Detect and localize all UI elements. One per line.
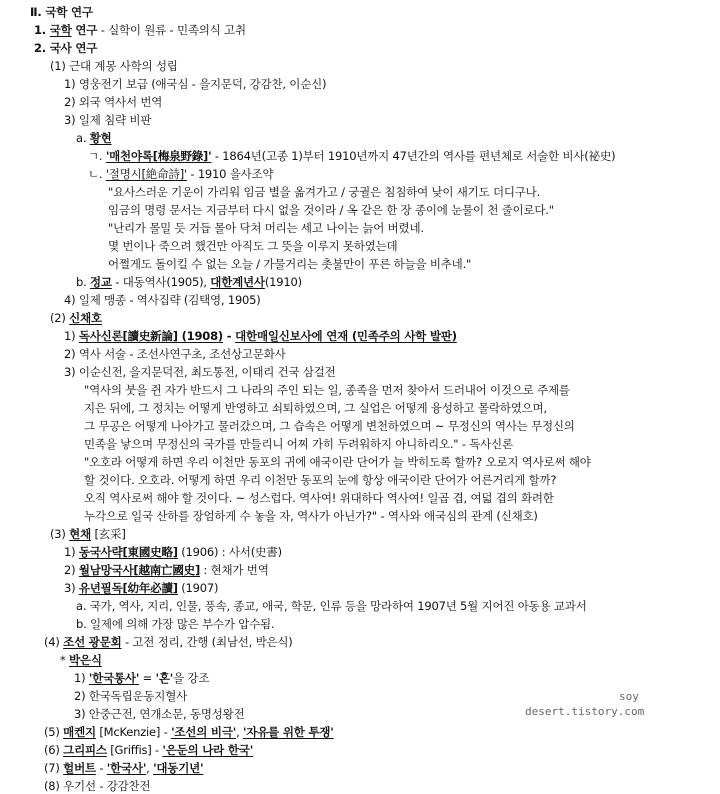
text-run: (5) [44, 725, 64, 739]
text-line [64, 580, 218, 596]
text-line [76, 130, 112, 146]
text-run: * [60, 653, 70, 667]
text-line [64, 346, 286, 362]
text-line [74, 670, 209, 686]
text-run: 3) 안중근전, 연개소문, 동명성왕전 [74, 707, 245, 721]
text-line [34, 22, 246, 38]
text-run: , [146, 761, 154, 775]
text-run: 1) [64, 329, 79, 343]
underlined-term: 매켄지 [63, 725, 96, 739]
text-line [88, 148, 615, 164]
text-line [44, 724, 334, 740]
text-line [64, 544, 282, 560]
text-line [44, 778, 150, 794]
text-run: [McKenzie] - [95, 725, 172, 739]
text-run: (3) [50, 527, 70, 541]
underlined-term: 동국사략[東國史略] [78, 545, 178, 559]
text-line [60, 652, 102, 668]
text-line [76, 616, 274, 632]
text-run: 2) 역사 서술 - 조선사연구초, 조선상고문화사 [64, 347, 286, 361]
text-run: (7) [44, 761, 64, 775]
text-run: b. [76, 275, 91, 289]
text-run: "난리가 몰밀 듯 거듭 몰아 닥쳐 머리는 세고 나이는 늙어 버렸네. [108, 221, 424, 235]
text-line [64, 112, 151, 128]
text-line [30, 4, 93, 20]
text-run: 할 것이다. 오호라. 어떻게 하면 우리 이천만 동포의 눈에 항상 애국이란 단어가 어른거리게 할까? [84, 473, 557, 487]
watermark-site: desert.tistory.com [525, 705, 645, 718]
underlined-term: 황현 [89, 131, 112, 145]
underlined-term: 헐버트 [63, 761, 96, 775]
text-run: - [222, 329, 236, 343]
underlined-term: 독사신론[讀史新論] (1908) [78, 329, 223, 343]
underlined-term: '한국통사' [88, 671, 140, 685]
text-line [108, 220, 424, 236]
text-run: - 실학이 원류 - 민족의식 고취 [97, 23, 246, 37]
text-run: ㄴ. [88, 167, 106, 181]
text-line [34, 40, 97, 56]
text-run: ㄱ. [88, 149, 106, 163]
text-run: a. 국가, 역사, 지리, 인물, 풍속, 종교, 애국, 학문, 인류 등을 망라하여 1907년 5월 지어진 아동용 교과서 [76, 599, 587, 613]
text-run: 3) 일제 침략 비판 [64, 113, 152, 127]
underlined-term: 월남망국사[越南亡國史] [78, 563, 201, 577]
text-line [50, 310, 102, 326]
text-run: b. 일제에 의해 가장 많은 부수가 압수됨. [76, 617, 275, 631]
text-line [84, 454, 591, 470]
text-line [84, 508, 538, 524]
text-line [108, 256, 471, 272]
text-run: - 고전 정리, 간행 (최남선, 박은식) [121, 635, 293, 649]
text-run: - 대동역사(1905), [111, 275, 211, 289]
text-line [108, 184, 540, 200]
underlined-term: '매천야록[梅泉野錄]' [105, 149, 212, 163]
text-line [84, 418, 575, 434]
underlined-term: 현채 [69, 527, 91, 541]
text-run: '혼' [155, 671, 174, 685]
underlined-term: 그리피스 [63, 743, 107, 757]
text-line [64, 328, 457, 344]
text-run: 임금의 명령 문서는 지금부터 다시 없을 것이라 / 옥 같은 한 장 종이에 눈물이 천 줄이로다." [108, 203, 554, 217]
text-run: [Griffis] - [106, 743, 163, 757]
text-line [76, 598, 587, 614]
underlined-term: '은둔의 나라 한국' [162, 743, 254, 757]
text-run: 을 강조 [173, 671, 210, 685]
text-line [64, 76, 326, 92]
text-run: a. [76, 131, 90, 145]
underlined-term: '한국사' [106, 761, 147, 775]
text-line [50, 58, 178, 74]
text-line [50, 526, 126, 542]
underlined-term: 유년필독[幼年必讀] [78, 581, 178, 595]
text-run: 3) 이순신전, 을지문덕전, 최도통전, 이태리 건국 삼걸전 [64, 365, 336, 379]
text-run: 민족을 낳으며 무정신의 국가를 만들리니 어찌 가히 두려워하지 아니하리오." - 독사신론 [84, 437, 513, 451]
text-line [64, 562, 269, 578]
text-run: 2) [64, 563, 79, 577]
underlined-term: 국학 [49, 23, 72, 37]
underlined-term: '조선의 비극' [171, 725, 237, 739]
text-run: 오직 역사로써 해야 할 것이다. ~ 성스럽다. 역사여! 위대하다 역사여! 일곱 겹, 여덟 겹의 화려한 [84, 491, 554, 505]
text-line [76, 274, 302, 290]
text-run: 4) 일제 맹종 - 역사집략 (김택영, 1905) [64, 293, 261, 307]
text-run: (6) [44, 743, 64, 757]
text-run: - [95, 761, 107, 775]
text-line [64, 94, 162, 110]
text-run: 1) 영웅전기 보급 (애국심 - 을지문덕, 강감찬, 이순신) [64, 77, 327, 91]
text-line [84, 400, 547, 416]
text-run: 누각으로 일국 산하를 장엄하게 수 놓을 자, 역사가 아닌가?" - 역사와 애국심의 관계 (신채호) [84, 509, 538, 523]
text-run: "요사스러운 기운이 가리워 임금 별을 옮겨가고 / 궁궐은 침침하여 낮이 새기도 더디구나. [108, 185, 541, 199]
text-line [44, 634, 293, 650]
underlined-term: 신채호 [69, 311, 102, 325]
underlined-term: 박은식 [69, 653, 102, 667]
underlined-term: 대한매일신보사에 연재 (민족주의 사학 발판) [235, 329, 457, 343]
underlined-term: '절명시[絶命詩]' [105, 167, 187, 181]
text-run: 2) 한국독립운동지혈사 [74, 689, 188, 703]
text-run: 1) [74, 671, 89, 685]
text-line [84, 436, 513, 452]
underlined-term: 대한계년사 [210, 275, 265, 289]
text-run: 3) [64, 581, 79, 595]
text-run: 1. [34, 23, 50, 37]
text-run: 1) [64, 545, 79, 559]
text-line [44, 742, 253, 758]
text-run: [玄采] [90, 527, 126, 541]
text-run: = [139, 671, 156, 685]
text-line [74, 706, 245, 722]
text-line [84, 472, 556, 488]
text-run: (8) 우기선 - 강감찬전 [44, 779, 151, 793]
text-run: (1) 근대 계몽 사학의 성립 [50, 59, 178, 73]
text-run: 어쩔게도 돌이킬 수 없는 오늘 / 가물거리는 촛불만이 푸른 하늘을 비추네." [108, 257, 472, 271]
underlined-term: 조선 광문회 [63, 635, 122, 649]
underlined-term: '대동기년' [153, 761, 204, 775]
text-run: (2) [50, 311, 70, 325]
text-run: 2. 국사 연구 [34, 41, 98, 55]
text-run: 몇 번이나 죽으려 했건만 아직도 그 뜻을 이루지 못하였는데 [108, 239, 398, 253]
text-run: (1906) : 사서(史書) [177, 545, 282, 559]
text-line [64, 292, 261, 308]
text-run: : 현채가 번역 [200, 563, 269, 577]
text-line [64, 364, 336, 380]
text-run: "오호라 어떻게 하면 우리 이천만 동포의 귀에 애국이란 단어가 늘 박히도록 할까? 오로지 역사로써 해야 [84, 455, 591, 469]
underlined-term: '자유를 위한 투쟁' [243, 725, 334, 739]
watermark-author: soy [619, 690, 639, 703]
text-run: "역사의 붓을 쥔 자가 반드시 그 나라의 주인 되는 일, 종족을 먼저 찾아서 드러내어 이것으로 주제를 [84, 383, 570, 397]
text-line [74, 688, 187, 704]
text-run: 지은 뒤에, 그 정치는 어떻게 반영하고 쇠퇴하였으며, 그 실업은 어떻게 융성하고 몰락하였으며, [84, 401, 547, 415]
text-line [84, 490, 554, 506]
text-run: - 1910 을사조약 [186, 167, 274, 181]
text-line [44, 760, 203, 776]
text-run: 연구 [71, 23, 98, 37]
text-run: (4) [44, 635, 64, 649]
text-line [84, 382, 570, 398]
text-line [88, 166, 273, 182]
text-run: Ⅱ. 국학 연구 [30, 5, 93, 19]
text-run: (1910) [264, 275, 302, 289]
underlined-term: 정교 [90, 275, 112, 289]
text-line [108, 238, 397, 254]
text-run: (1907) [177, 581, 219, 595]
text-run: 2) 외국 역사서 번역 [64, 95, 163, 109]
text-run: , [236, 725, 243, 739]
text-run: - 1864년(고종 1)부터 1910년까지 47년간의 역사를 편년체로 서술한 비사(祕史) [211, 149, 616, 163]
text-line [108, 202, 554, 218]
text-run: 그 무공은 어떻게 나아가고 물러갔으며, 그 습속은 어떻게 변천하였으며 ~ 무정신의 역사는 무정신의 [84, 419, 575, 433]
